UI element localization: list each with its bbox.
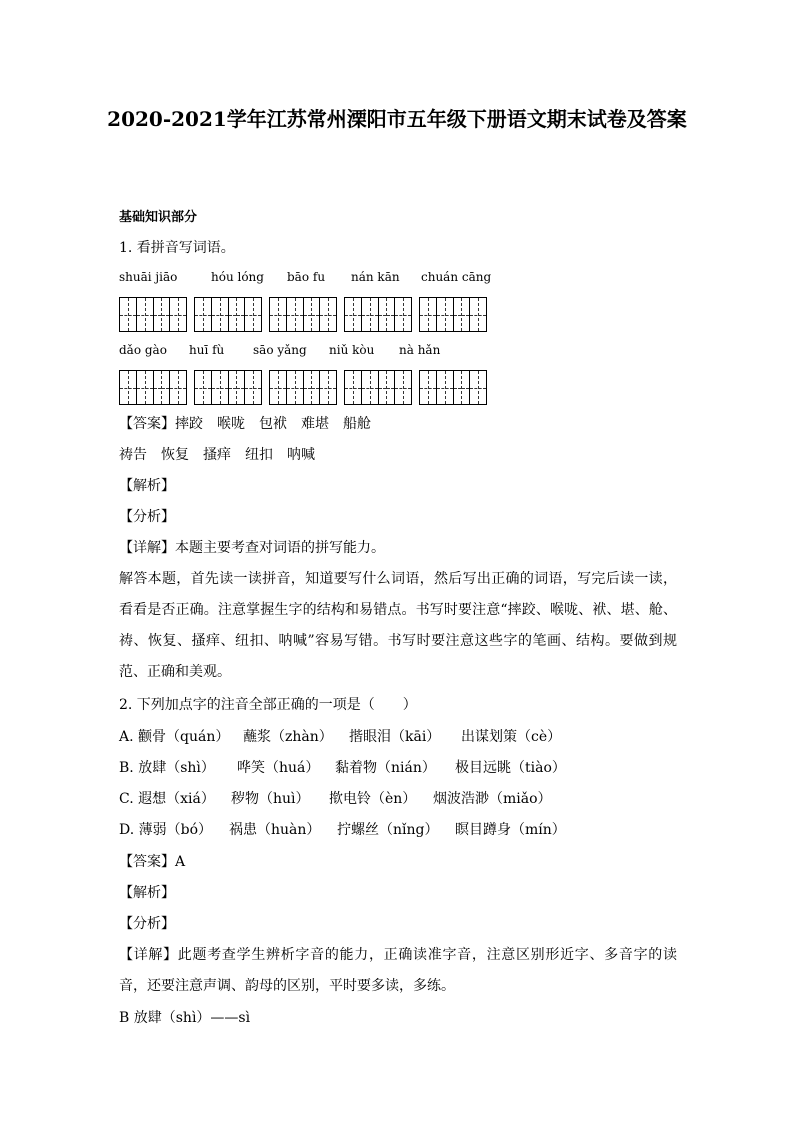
writing-box[interactable] xyxy=(194,297,262,332)
pinyin: sāo yǎng xyxy=(253,343,307,357)
writing-box[interactable] xyxy=(419,297,487,332)
writing-box[interactable] xyxy=(344,297,412,332)
option-a: A. 颧骨（quán） 蘸浆（zhàn） 揩眼泪（kāi） 出谋划策（cè） xyxy=(119,729,562,745)
writing-box[interactable] xyxy=(119,297,187,332)
question-1: 1. 看拼音写词语。 xyxy=(119,240,235,256)
jiexi-label-2: 【解析】 xyxy=(119,885,175,901)
page-title: 2020-2021学年江苏常州溧阳市五年级下册语文期末试卷及答案 xyxy=(107,107,687,131)
pinyin: shuāi jiāo xyxy=(119,270,178,284)
pinyin: nà hǎn xyxy=(399,343,441,357)
xiangjie-line: 【详解】本题主要考查对词语的拼写能力。 xyxy=(119,540,385,556)
answer-line-1: 【答案】摔跤 喉咙 包袱 难堪 船舱 xyxy=(119,416,371,432)
answer-2: 【答案】A xyxy=(119,854,186,870)
section-heading: 基础知识部分 xyxy=(119,210,198,225)
writing-box[interactable] xyxy=(344,370,412,405)
option-b: B. 放肆（shì） 哗笑（huá） 黏着物（nián） 极目远眺（tiào） xyxy=(119,760,566,776)
writing-box[interactable] xyxy=(419,370,487,405)
jiexi-label: 【解析】 xyxy=(119,478,175,494)
fenxi-label: 【分析】 xyxy=(119,509,175,525)
writing-box[interactable] xyxy=(269,370,337,405)
option-d: D. 薄弱（bó） 祸患（huàn） 拧螺丝（nǐng） 瞑目蹲身（mín） xyxy=(119,822,566,838)
explanation-paragraph-2: 【详解】此题考查学生辨析字音的能力，正确读准字音，注意区别形近字、多音字的读音，还要注意声调、韵母的区别，平时要多读，多练。 xyxy=(119,947,677,994)
pinyin: dǎo gào xyxy=(119,343,167,357)
pinyin: bāo fu xyxy=(287,270,326,284)
explanation-paragraph: 解答本题，首先读一读拼音，知道要写什么词语，然后写出正确的词语，写完后读一读，看看是否正确。注意掌握生字的结构和易错点。书写时要注意“摔跤、喉咙、袱、堪、舱、祷、恢复、搔痒、纽扣、呐喊”容易写错。书写时要注意这些字的笔画、结构。要做到规范、正确和美观。 xyxy=(119,571,677,680)
fenxi-label-2: 【分析】 xyxy=(119,916,175,932)
answer-line-2: 祷告 恢复 搔痒 纽扣 呐喊 xyxy=(119,447,315,463)
last-line: B 放肆（shì）——sì xyxy=(119,1010,251,1026)
writing-box[interactable] xyxy=(194,370,262,405)
writing-box[interactable] xyxy=(119,370,187,405)
pinyin: huī fù xyxy=(189,343,225,357)
writing-box[interactable] xyxy=(269,297,337,332)
option-c: C. 遐想（xiá） 秽物（huì） 揿电铃（èn） 烟波浩渺（miǎo） xyxy=(119,791,552,807)
pinyin: chuán cāng xyxy=(421,270,492,284)
pinyin: hóu lóng xyxy=(211,270,264,284)
pinyin: nán kān xyxy=(351,270,400,284)
pinyin: niǔ kòu xyxy=(329,343,375,357)
question-2: 2. 下列加点字的注音全部正确的一项是（ ） xyxy=(119,697,417,713)
